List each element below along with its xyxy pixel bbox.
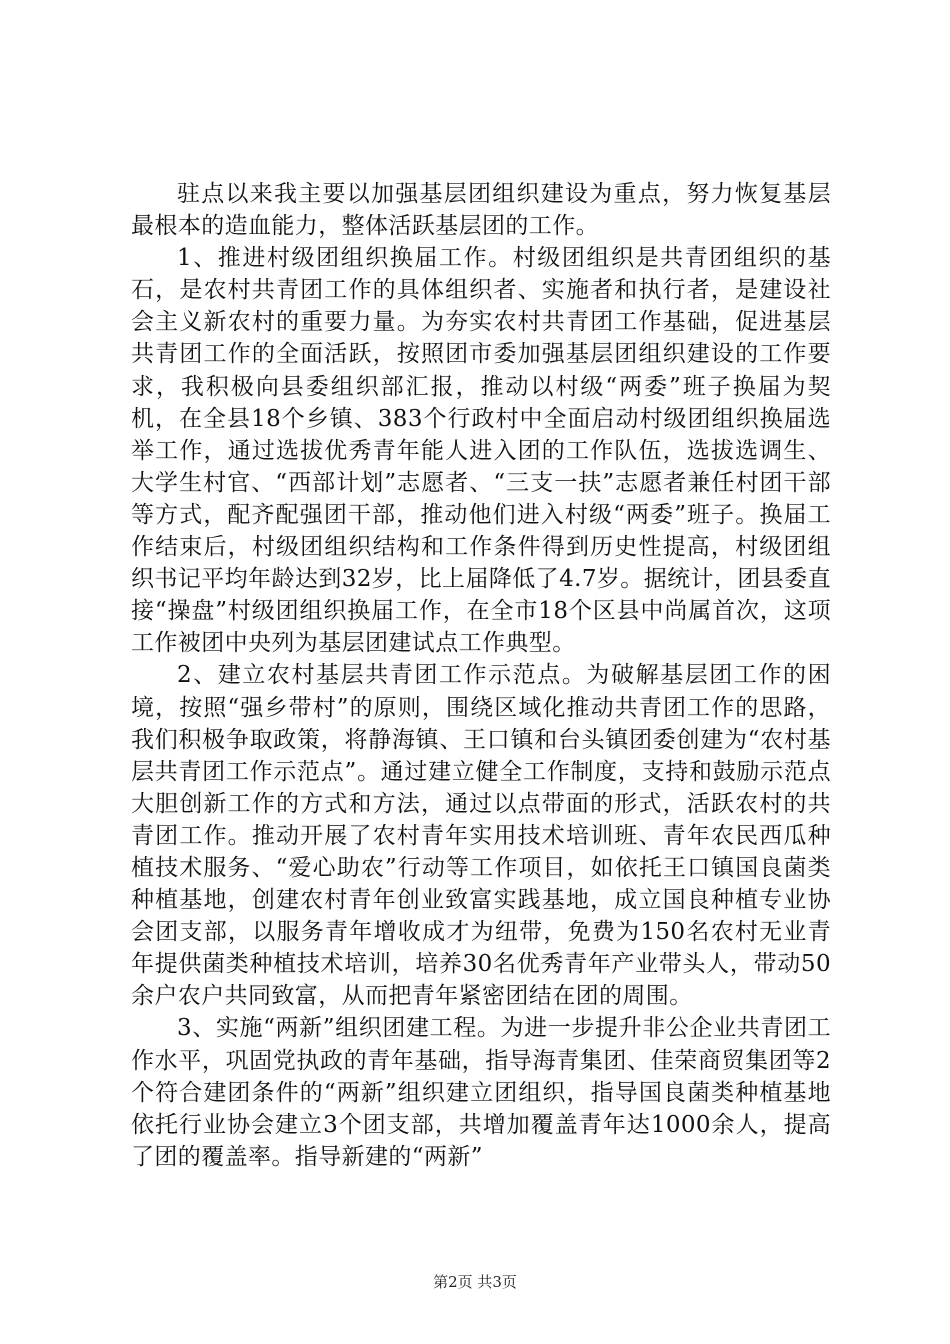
paragraph-item-3: 3、实施“两新”组织团建工程。为进一步提升非公企业共青团工作水平，巩固党执政的青年基础，指导海青集团、佳荣商贸集团等2个符合建团条件的“两新”组织建立团组织，指导国良菌类种植基地依托行业协会建立3个团支部，共增加覆盖青年达1000余人，提高了团的覆盖率。指导新建的“两新”: [131, 1015, 831, 1170]
paragraph-item-2: 2、建立农村基层共青团工作示范点。为破解基层团工作的困境，按照“强乡带村”的原则，围绕区域化推动共青团工作的思路，我们积极争取政策，将静海镇、王口镇和台头镇团委创建为“农村基层共青团工作示范点”。通过建立健全工作制度，支持和鼓励示范点大胆创新工作的方式和方法，通过以点带面的形式，活跃农村的共青团工作。推动开展了农村青年实用技术培训班、青年农民西瓜种植技术服务、“爱心助农”行动等工作项目，如依托王口镇国良菌类种植基地，创建农村青年创业致富实践基地，成立国良种植专业协会团支部，以服务青年增收成才为纽带，免费为150名农村无业青年提供菌类种植技术培训，培养30名优秀青年产业带头人，带动50余户农户共同致富，从而把青年紧密团结在团的周围。: [131, 662, 831, 1010]
paragraph-item-1: 1、推进村级团组织换届工作。村级团组织是共青团组织的基石，是农村共青团工作的具体组织者、实施者和执行者，是建设社会主义新农村的重要力量。为夯实农村共青团工作基础，促进基层共青团工作的全面活跃，按照团市委加强基层团组织建设的工作要求，我积极向县委组织部汇报，推动以村级“两委”班子换届为契机，在全县18个乡镇、383个行政村中全面启动村级团组织换届选举工作，通过选拔优秀青年能人进入团的工作队伍，选拔选调生、大学生村官、“西部计划”志愿者、“三支一扶”志愿者兼任村团干部等方式，配齐配强团干部，推动他们进入村级“两委”班子。换届工作结束后，村级团组织结构和工作条件得到历史性提高，村级团组织书记平均年龄达到32岁，比上届降低了4.7岁。据统计，团县委直接“操盘”村级团组织换届工作，在全市18个区县中尚属首次，这项工作被团中央列为基层团建试点工作典型。: [131, 245, 831, 657]
paragraph-intro: 驻点以来我主要以加强基层团组织建设为重点，努力恢复基层最根本的造血能力，整体活跃基层团的工作。: [131, 181, 831, 240]
document-body: [131, 178, 831, 1173]
page-footer: 第2页 共3页: [433, 1273, 517, 1291]
